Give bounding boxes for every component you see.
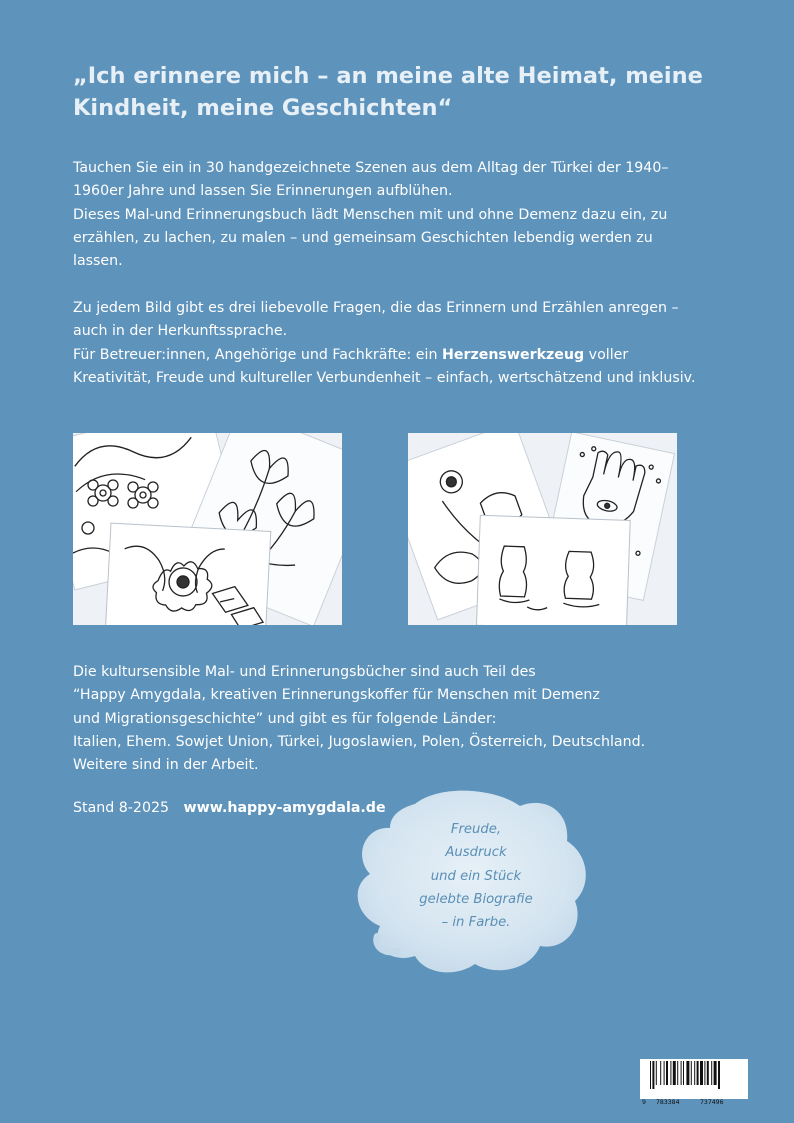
barcode-bar bbox=[673, 1061, 676, 1085]
barcode-bar bbox=[707, 1061, 709, 1085]
photo-coloring-pages-objects bbox=[408, 433, 677, 625]
series-paragraph bbox=[73, 661, 713, 777]
barcode-bar bbox=[697, 1061, 699, 1085]
blob-line: Freude, bbox=[450, 822, 502, 837]
emphasis-herzenswerkzeug: Herzenswerkzeug bbox=[441, 346, 585, 363]
series-line: “Happy Amygdala, kreativen Erinnerungskoffer für Menschen mit Demenz bbox=[73, 687, 600, 704]
barcode-bar bbox=[714, 1061, 717, 1085]
intro-paragraph bbox=[73, 157, 713, 273]
questions-text: Für Betreuer:innen, Angehörige und Fachkräfte: ein bbox=[73, 346, 442, 363]
barcode-bar bbox=[683, 1061, 684, 1085]
series-line: Italien, Ehem. Sowjet Union, Türkei, Jugoslawien, Polen, Österreich, Deutschland. bbox=[73, 733, 646, 750]
barcode-bar bbox=[677, 1061, 678, 1085]
series-line: Die kultursensible Mal- und Erinnerungsbücher sind auch Teil des bbox=[73, 664, 536, 680]
isbn-barcode bbox=[640, 1059, 748, 1106]
questions-paragraph bbox=[73, 297, 713, 390]
barcode-bar bbox=[670, 1061, 671, 1085]
blob-line: und ein Stück bbox=[430, 868, 522, 884]
barcode-bar bbox=[681, 1061, 682, 1085]
barcode-bar bbox=[704, 1061, 705, 1085]
barcode-digits-right: 737496 bbox=[700, 1098, 724, 1106]
barcode-bar bbox=[694, 1061, 695, 1085]
coloring-pages-objects-illustration bbox=[408, 433, 677, 625]
intro-line: Dieses Mal-und Erinnerungsbuch lädt Menschen mit und ohne Demenz dazu ein, zu bbox=[73, 206, 668, 223]
stand-date: Stand 8-2025 bbox=[73, 800, 170, 816]
intro-line: erzählen, zu lachen, zu malen – und gemeinsam Geschichten lebendig werden zu bbox=[73, 229, 653, 246]
series-line: und Migrationsgeschichte” und gibt es für folgende Länder: bbox=[73, 710, 497, 727]
barcode-digit-prefix: 9 bbox=[642, 1098, 646, 1106]
questions-line: Kreativität, Freude und kultureller Verbundenheit – einfach, wertschätzend und inklusiv. bbox=[73, 369, 696, 386]
barcode-bar bbox=[686, 1061, 689, 1085]
questions-line bbox=[73, 344, 713, 367]
blob-caption bbox=[386, 818, 566, 934]
barcode-bar bbox=[650, 1061, 651, 1089]
barcode-bar bbox=[664, 1061, 665, 1085]
blob-line: gelebte Biografie bbox=[419, 891, 533, 907]
barcode-bar bbox=[691, 1061, 692, 1085]
barcode-bar bbox=[711, 1061, 712, 1085]
coloring-pages-flowers-illustration bbox=[73, 433, 342, 625]
barcode-bar bbox=[656, 1061, 657, 1085]
questions-line: Zu jedem Bild gibt es drei liebevolle Fragen, die das Erinnern und Erzählen anregen – bbox=[73, 300, 679, 316]
headline-line: Kindheit, meine Geschichten“ bbox=[73, 95, 453, 121]
intro-line: Tauchen Sie ein in 30 handgezeichnete Szenen aus dem Alltag der Türkei der 1940– bbox=[73, 160, 669, 176]
footer-line bbox=[73, 800, 386, 816]
headline-quote bbox=[73, 60, 713, 124]
series-line: Weitere sind in der Arbeit. bbox=[73, 757, 259, 774]
barcode-bar bbox=[666, 1061, 668, 1085]
photo-coloring-pages-flowers bbox=[73, 433, 342, 625]
barcode-bar bbox=[660, 1061, 661, 1085]
barcode-bar bbox=[700, 1061, 703, 1085]
blob-line: – in Farbe. bbox=[441, 915, 511, 931]
intro-line: 1960er Jahre und lassen Sie Erinnerungen aufblühen. bbox=[73, 183, 453, 200]
barcode-bar bbox=[718, 1061, 720, 1089]
questions-line: auch in der Herkunftssprache. bbox=[73, 323, 288, 340]
barcode-digits-left: 783384 bbox=[656, 1098, 680, 1106]
barcode-bar bbox=[652, 1061, 654, 1089]
barcode-bars bbox=[644, 1061, 744, 1089]
questions-text: voller bbox=[584, 346, 629, 363]
headline-line: „Ich erinnere mich – an meine alte Heimat, meine bbox=[73, 63, 703, 89]
blob-line: Ausdruck bbox=[445, 845, 507, 861]
intro-line: lassen. bbox=[73, 253, 123, 270]
website-link[interactable]: www.happy-amygdala.de bbox=[183, 800, 386, 816]
